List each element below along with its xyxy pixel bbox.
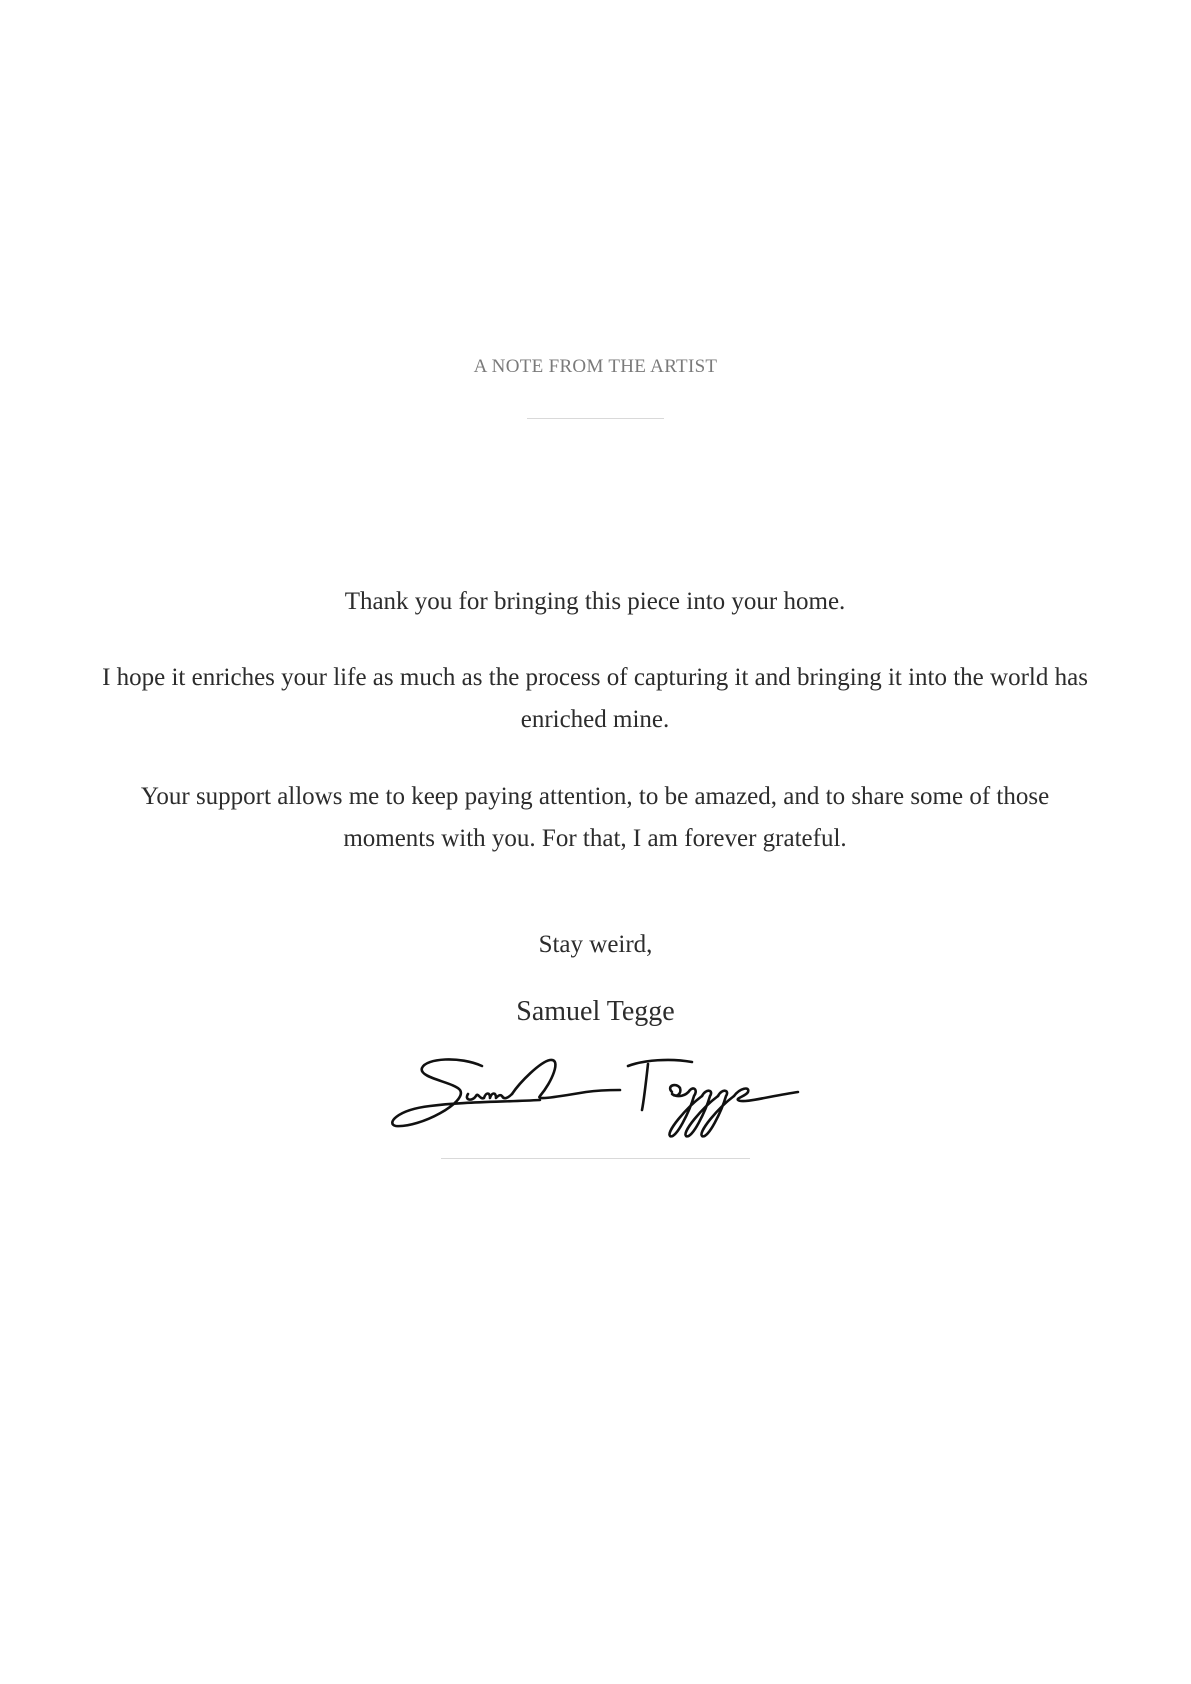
paragraph-support: Your support allows me to keep paying attention, to be amazed, and to share some of those moments with you. For that, I am forever grateful. (140, 783, 1050, 852)
letter-heading: A NOTE FROM THE ARTIST (473, 356, 718, 377)
signature-divider (441, 1158, 750, 1159)
paragraph-hope: I hope it enriches your life as much as the process of capturing it and bringing it into the world has enriched mine. (102, 664, 1088, 733)
closing-line: Stay weird, (538, 931, 653, 958)
paragraph-thanks: Thank you for bringing this piece into your home. (344, 588, 846, 615)
handwritten-signature (390, 1052, 805, 1147)
heading-divider (527, 418, 664, 419)
artist-name: Samuel Tegge (516, 996, 675, 1027)
